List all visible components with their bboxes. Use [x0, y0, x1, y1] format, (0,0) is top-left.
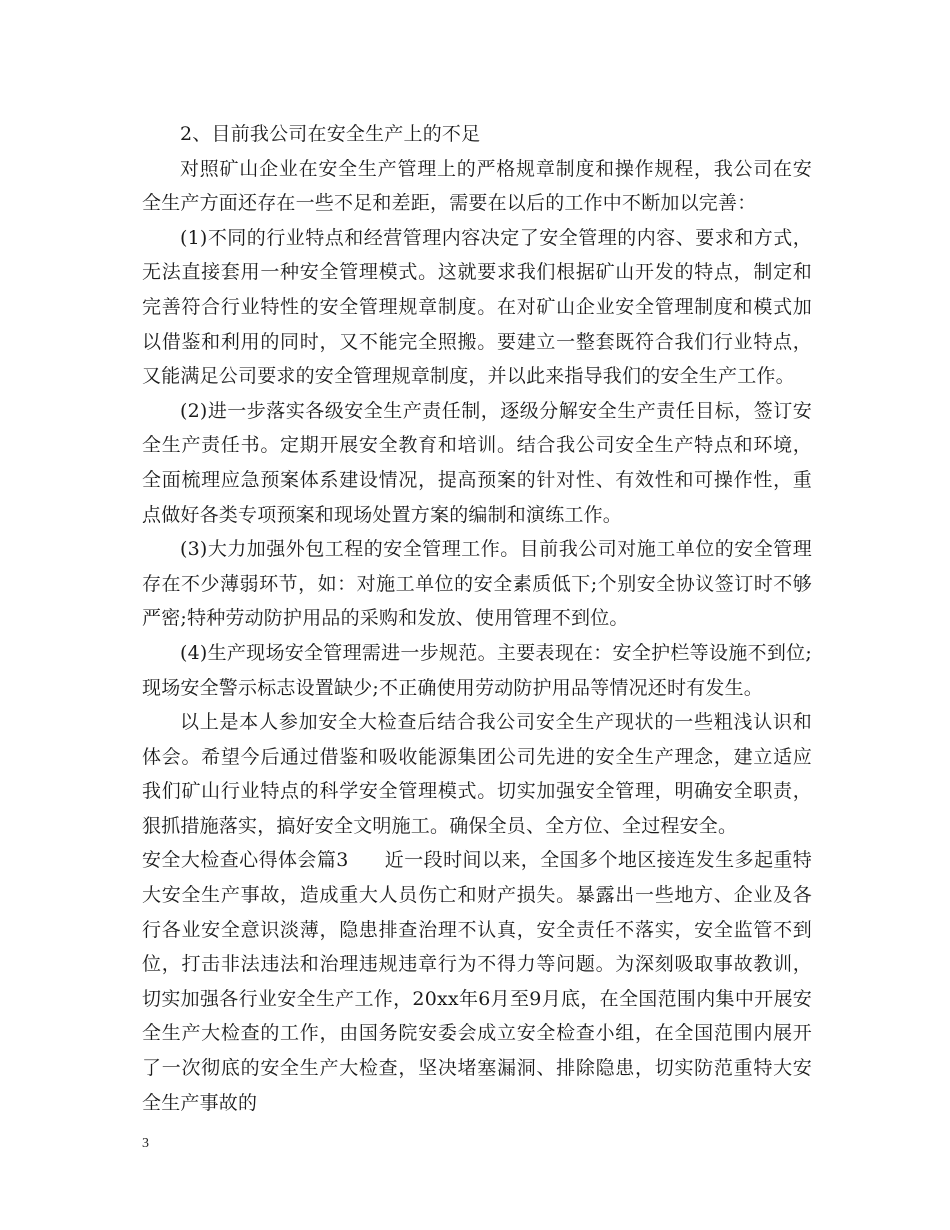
paragraph-item-1: (1)不同的行业特点和经营管理内容决定了安全管理的内容、要求和方式，无法直接套用一种安全管理模式。这就要求我们根据矿山开发的特点，制定和完善符合行业特性的安全管理规章制度。在对矿山企业安全管理制度和模式加以借鉴和利用的同时，又不能完全照搬。要建立一整套既符合我们行业特点，又能满足公司要求的安全管理规章制度，并以此来指导我们的安全生产工作。 — [142, 226, 812, 388]
section-3-paragraph — [142, 843, 812, 1120]
paragraph-intro: 对照矿山企业在安全生产管理上的严格规章制度和操作规程，我公司在安全生产方面还存在一些不足和差距，需要在以后的工作中不断加以完善： — [142, 157, 812, 215]
section-3-text: 近一段时间以来，全国多个地区接连发生多起重特大安全生产事故，造成重大人员伤亡和财产损失。暴露出一些地方、企业及各行各业安全意识淡薄，隐患排查治理不认真，安全责任不落实，安全监管不到位，打击非法违法和治理违规违章行为不得力等问题。为深刻吸取事故教训，切实加强各行业安全生产工作，20xx年6月至9月底，在全国范围内集中开展安全生产大检查的工作，由国务院安委会成立安全检查小组，在全国范围内展开了一次彻底的安全生产大检查，坚决堵塞漏洞、排除隐患，切实防范重特大安全生产事故的 — [142, 849, 812, 1114]
paragraph-conclusion: 以上是本人参加安全大检查后结合我公司安全生产现状的一些粗浅认识和体会。希望今后通过借鉴和吸收能源集团公司先进的安全生产理念，建立适应我们矿山行业特点的科学安全管理模式。切实加强安全管理，明确安全职责，狠抓措施落实，搞好安全文明施工。确保全员、全方位、全过程安全。 — [142, 711, 812, 837]
paragraph-item-3: (3)大力加强外包工程的安全管理工作。目前我公司对施工单位的安全管理存在不少薄弱环节，如：对施工单位的安全素质低下;个别安全协议签订时不够严密;特种劳动防护用品的采购和发放、使用管理不到位。 — [142, 538, 812, 630]
page-number: 3 — [142, 1136, 149, 1151]
paragraph-item-4: (4)生产现场安全管理需进一步规范。主要表现在：安全护栏等设施不到位;现场安全警示标志设置缺少;不正确使用劳动防护用品等情况还时有发生。 — [142, 641, 812, 699]
section-heading-2: 2、目前我公司在安全生产上的不足 — [180, 123, 481, 145]
paragraph-item-2: (2)进一步落实各级安全生产责任制，逐级分解安全生产责任目标，签订安全生产责任书。定期开展安全教育和培训。结合我公司安全生产特点和环境，全面梳理应急预案体系建设情况，提高预案的针对性、有效性和可操作性，重点做好各类专项预案和现场处置方案的编制和演练工作。 — [142, 399, 812, 526]
document-body — [142, 117, 812, 1120]
section-3-title: 安全大检查心得体会篇3 — [142, 849, 349, 872]
